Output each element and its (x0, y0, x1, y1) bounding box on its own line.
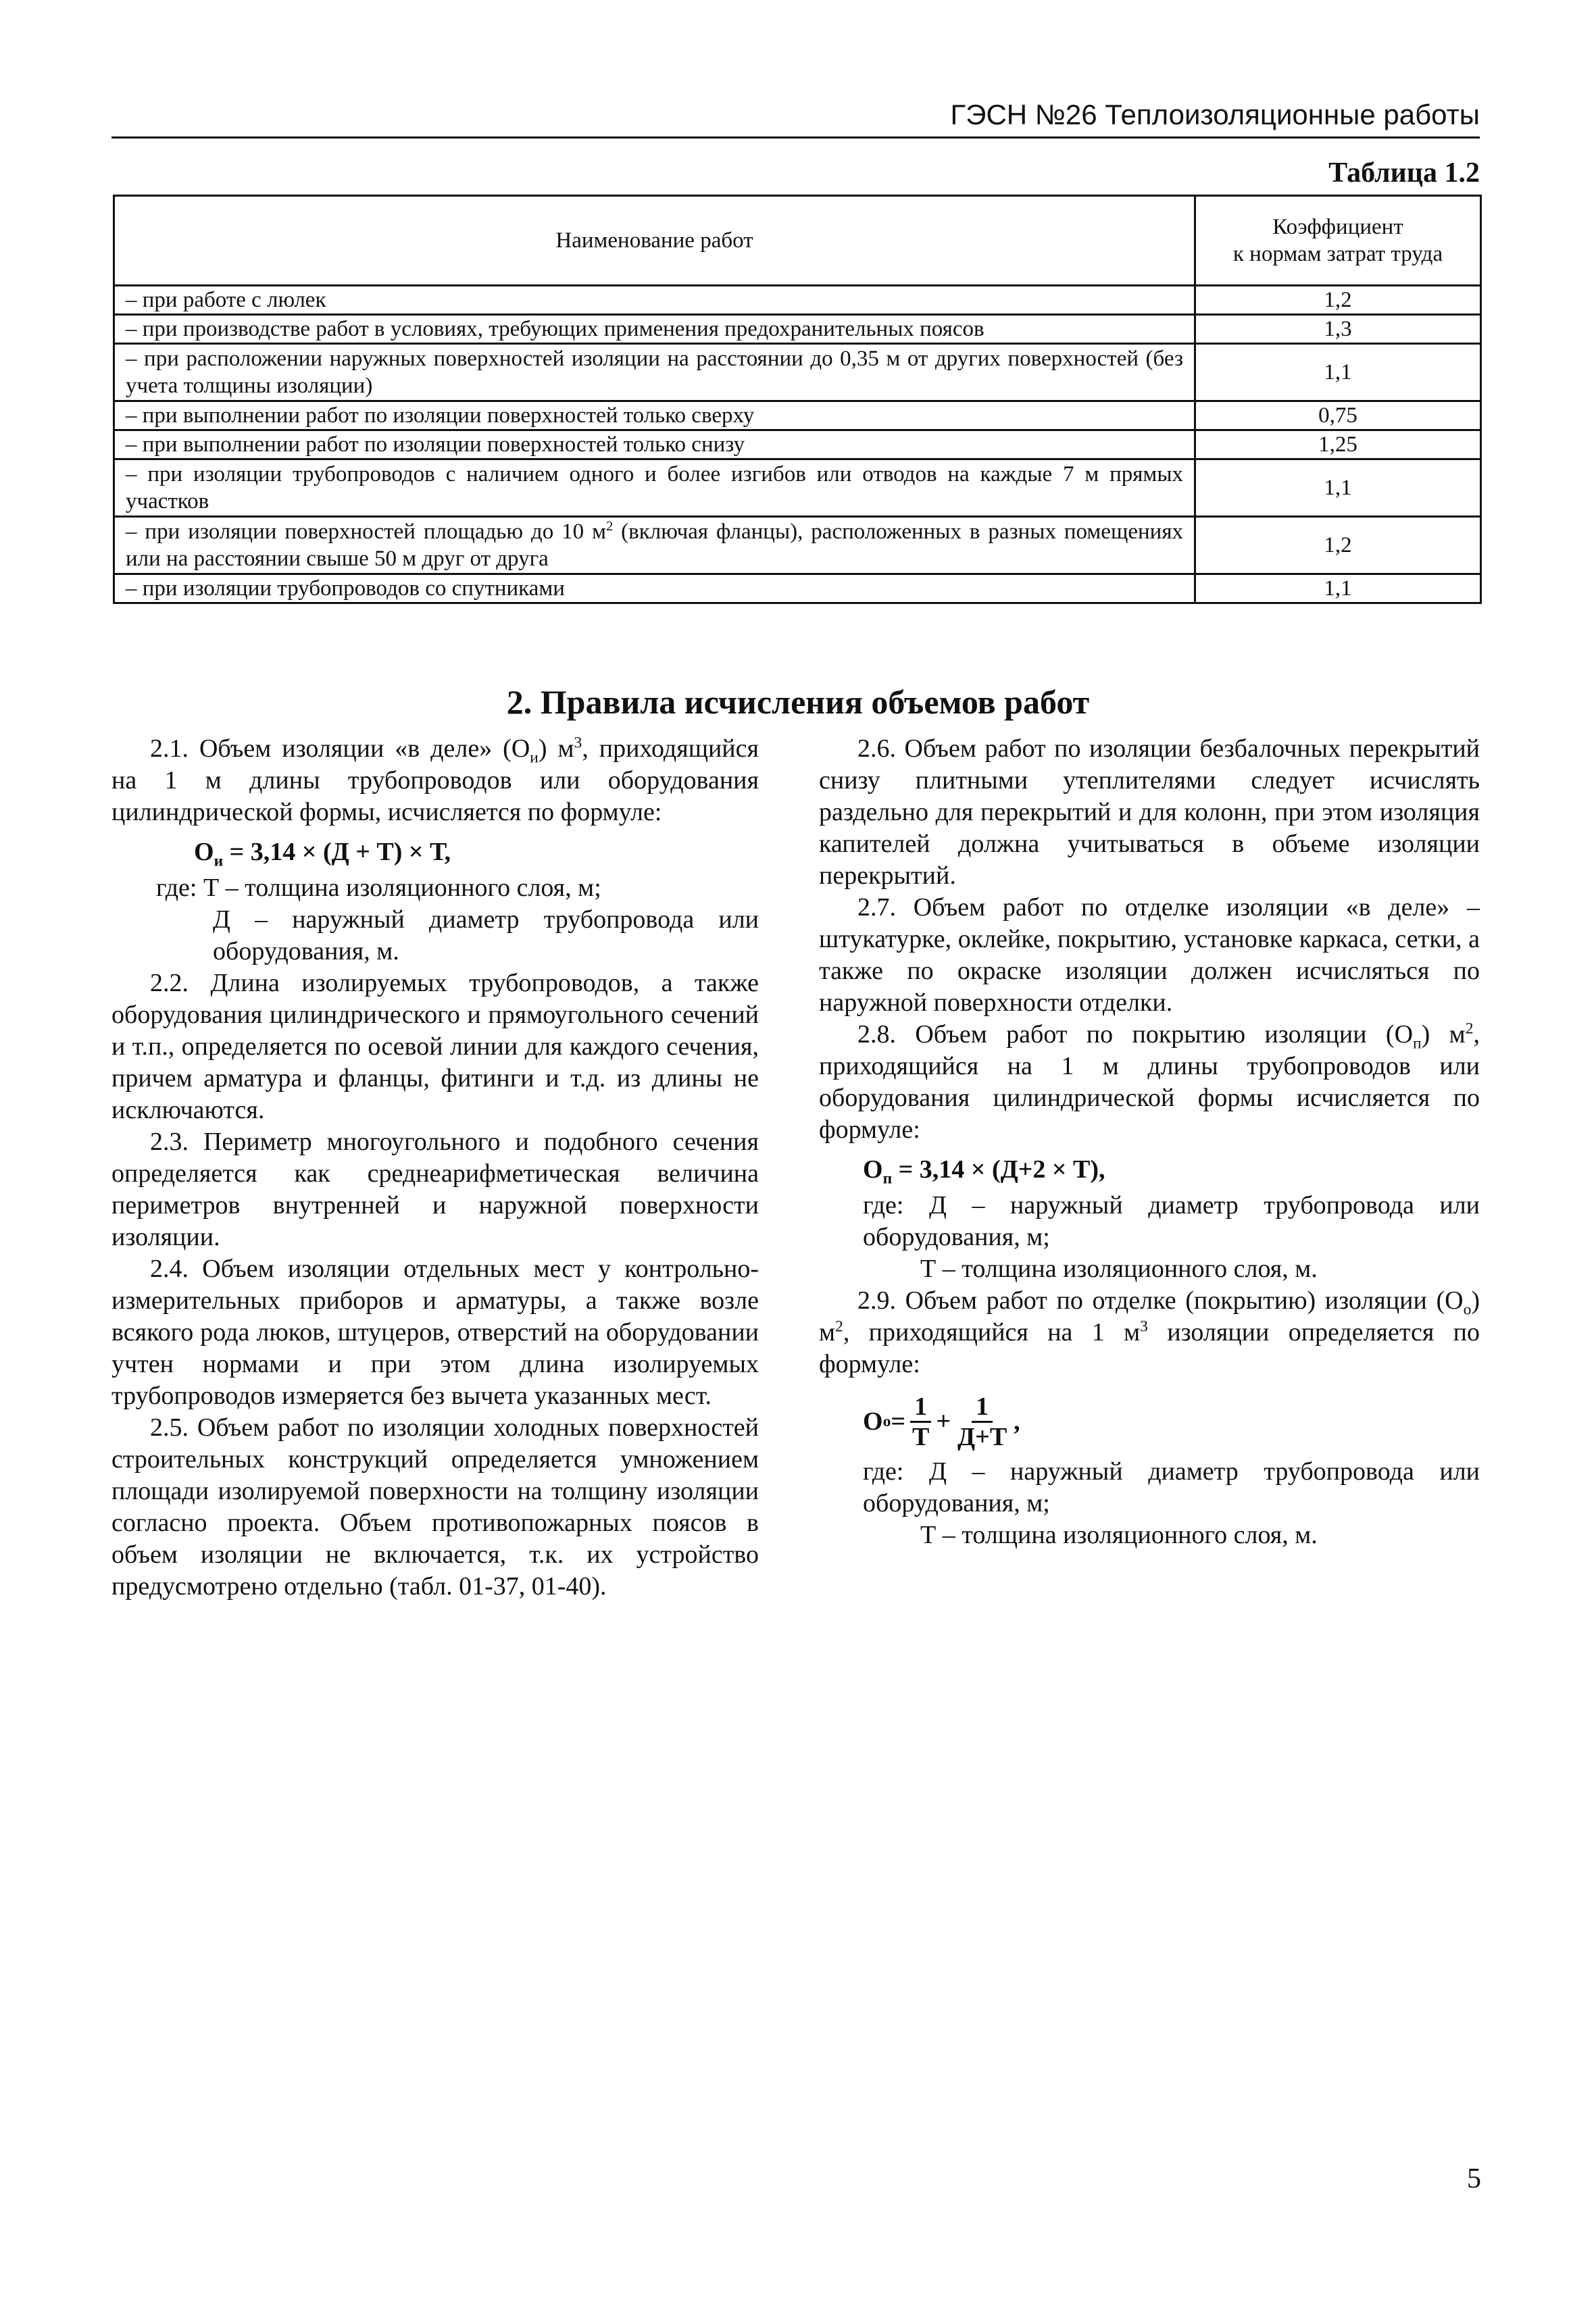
paragraph-2-7: 2.7. Объем работ по отделке изоляции «в деле» – штукатурке, оклейке, покрытию, установке каркаса, сетки, а также по окраске изоляции должен исчисляться по наружной поверхности отделки. (819, 893, 1480, 1017)
superscript: 3 (1140, 1317, 1148, 1336)
row-name (114, 517, 1195, 574)
text: 2.1. Объем изоляции «в деле» (О (150, 734, 530, 763)
page-number: 5 (1467, 2163, 1481, 2194)
subscript: о (1463, 1301, 1472, 1319)
subscript: п (1413, 1034, 1422, 1053)
superscript: 2 (605, 519, 614, 534)
text: 2.8. Объем работ по покрытию изоляции (О (857, 1020, 1414, 1049)
row-name: – при расположении наружных поверхностей изоляции на расстоянии до 0,35 м от других поверхностей (без учета толщины изоляции) (114, 344, 1195, 401)
subscript: и (530, 749, 539, 767)
row-value: 0,75 (1195, 401, 1481, 430)
table-row (114, 401, 1481, 430)
text: 2.9. Объем работ по отделке (покрытию) изоляции (О (857, 1286, 1464, 1315)
row-value: 1,2 (1195, 286, 1481, 315)
formula-volume (111, 836, 759, 868)
left-column (111, 733, 759, 1603)
row-name: – при работе с люлек (114, 286, 1195, 315)
row-value: 1,25 (1195, 430, 1481, 459)
row-name: – при изоляции трубопроводов со спутниками (114, 574, 1195, 603)
table-row (114, 459, 1481, 517)
section-title: 2. Правила исчисления объемов работ (506, 683, 1090, 721)
paragraph-2-5: 2.5. Объем работ по изоляции холодных поверхностей строительных конструкций определяется умножением площади изолируемой поверхности на толщину изоляции согласно проекта. Объем противопожарных поясов в объем изоляции не включается, т.к. их устройство предусмотрено отдельно (табл. 01-37, 01-40). (111, 1413, 759, 1601)
paragraph-2-2: 2.2. Длина изолируемых трубопроводов, а также оборудования цилиндрического и прямоугольного сечений и т.п., определяется по осевой линии для каждого сечения, причем арматура и фланцы, фитинги и т.д. из длины не исключаются. (111, 969, 759, 1124)
equals-sign: = (891, 1407, 905, 1436)
row-name: – при выполнении работ по изоляции поверхностей только сверху (114, 401, 1195, 430)
formula-finishing: О о = $\frac{1}{Т}$ + $\frac{1}{Д+Т}$ , (863, 1392, 1020, 1451)
running-header (111, 95, 1480, 139)
text: изоляции определяется по формуле: (819, 1318, 1480, 1378)
fraction (953, 1392, 1011, 1451)
right-column (819, 733, 1480, 1551)
numerator: 1 (910, 1392, 931, 1423)
text: = 3,14 × (Д + Т) × Т, (223, 838, 451, 866)
row-value: 1,1 (1195, 574, 1481, 603)
table-row (114, 517, 1481, 574)
paragraph-2-4: 2.4. Объем изоляции отдельных мест у контрольно-измерительных приборов и арматуры, а также возле всякого рода люков, штуцеров, отверстий на оборудовании учтен нормами и при этом длина изолируемых трубопроводов измеряется без вычета указанных мест. (111, 1255, 759, 1410)
text: = 3,14 × (Д+2 × Т), (892, 1155, 1105, 1184)
paragraph-2-9 (819, 1285, 1480, 1380)
row-value: 1,1 (1195, 344, 1481, 401)
column-header-coefficient-line2: к нормам затрат труда (1232, 242, 1443, 266)
superscript: 3 (574, 734, 582, 752)
row-name: – при производстве работ в условиях, требующих применения предохранительных поясов (114, 315, 1195, 344)
paragraph-2-3: 2.3. Периметр многоугольного и подобного сечения определяется как среднеарифметическая величина периметров внутренней и наружной поверхности изоляции. (111, 1128, 759, 1251)
denominator: Т (912, 1422, 930, 1451)
table-row (114, 344, 1481, 401)
row-value: 1,1 (1195, 459, 1481, 517)
row-name-part: – при изоляции поверхностей площадью до 10 м (126, 520, 606, 544)
fraction (908, 1392, 933, 1451)
row-name: – при изоляции трубопроводов с наличием одного и более изгибов или отводов на каждые 7 м прямых участков (114, 459, 1195, 517)
text: , приходящийся на 1 м длины трубопроводов или оборудования цилиндрической формы, исчисляется по формуле: (111, 734, 759, 826)
formula-where-line: где: Т – толщина изоляционного слоя, м; (156, 874, 601, 902)
text: ) м (1421, 1020, 1466, 1049)
formula-where-line: Д – наружный диаметр трубопровода или оборудования, м. (213, 905, 759, 965)
paragraph-2-8 (819, 1019, 1480, 1146)
paragraph-2-6: 2.6. Объем работ по изоляции безбалочных перекрытий снизу плитными утеплителями следует исчислять раздельно для перекрытий и для колонн, при этом изоляция капителей должна учитываться в объеме изоляции перекрытий. (819, 734, 1480, 890)
column-header-name: Наименование работ (114, 196, 1195, 286)
subscript: п (882, 1169, 893, 1188)
text: О (863, 1155, 883, 1184)
paragraph-2-1 (111, 733, 759, 828)
column-header-coefficient (1195, 196, 1481, 286)
formula-covering (819, 1154, 1480, 1186)
superscript: 2 (835, 1317, 843, 1336)
text: , приходящийся на 1 м длины трубопроводов или оборудования цилиндрической формы исчисляется по формуле: (819, 1020, 1480, 1144)
formula-where-line: Т – толщина изоляционного слоя, м. (920, 1255, 1318, 1283)
text: , (1014, 1407, 1020, 1436)
row-value: 1,3 (1195, 315, 1481, 344)
subscript: и (214, 852, 224, 870)
row-value: 1,2 (1195, 517, 1481, 574)
header-title: ГЭСН №26 Теплоизоляционные работы (950, 99, 1480, 130)
row-name: – при выполнении работ по изоляции поверхностей только снизу (114, 430, 1195, 459)
text: ) м (819, 1286, 1480, 1347)
coefficient-table (113, 195, 1482, 604)
table-row (114, 430, 1481, 459)
formula-where-line: Т – толщина изоляционного слоя, м. (920, 1521, 1318, 1549)
denominator: Д+Т (957, 1422, 1007, 1451)
plus-sign: + (936, 1407, 951, 1436)
column-header-coefficient-line1: Коэффициент (1272, 215, 1403, 239)
table-header-row (114, 196, 1481, 286)
table-row (114, 574, 1481, 603)
row-name-part: (включая фланцы), расположенных в разных помещениях или на расстоянии свыше 50 м друг от друга (126, 520, 1184, 571)
text: О (194, 838, 214, 866)
numerator: 1 (972, 1392, 993, 1423)
formula-where-line: где: Д – наружный диаметр трубопровода или оборудования, м; (863, 1457, 1480, 1517)
superscript: 2 (1465, 1020, 1474, 1038)
formula-where-line: где: Д – наружный диаметр трубопровода или оборудования, м; (863, 1191, 1480, 1251)
text: О (863, 1407, 883, 1436)
text: ) м (538, 734, 574, 763)
text: , приходящийся на 1 м (843, 1318, 1141, 1347)
table-row (114, 286, 1481, 315)
table-caption: Таблица 1.2 (1328, 157, 1480, 188)
table-row (114, 315, 1481, 344)
